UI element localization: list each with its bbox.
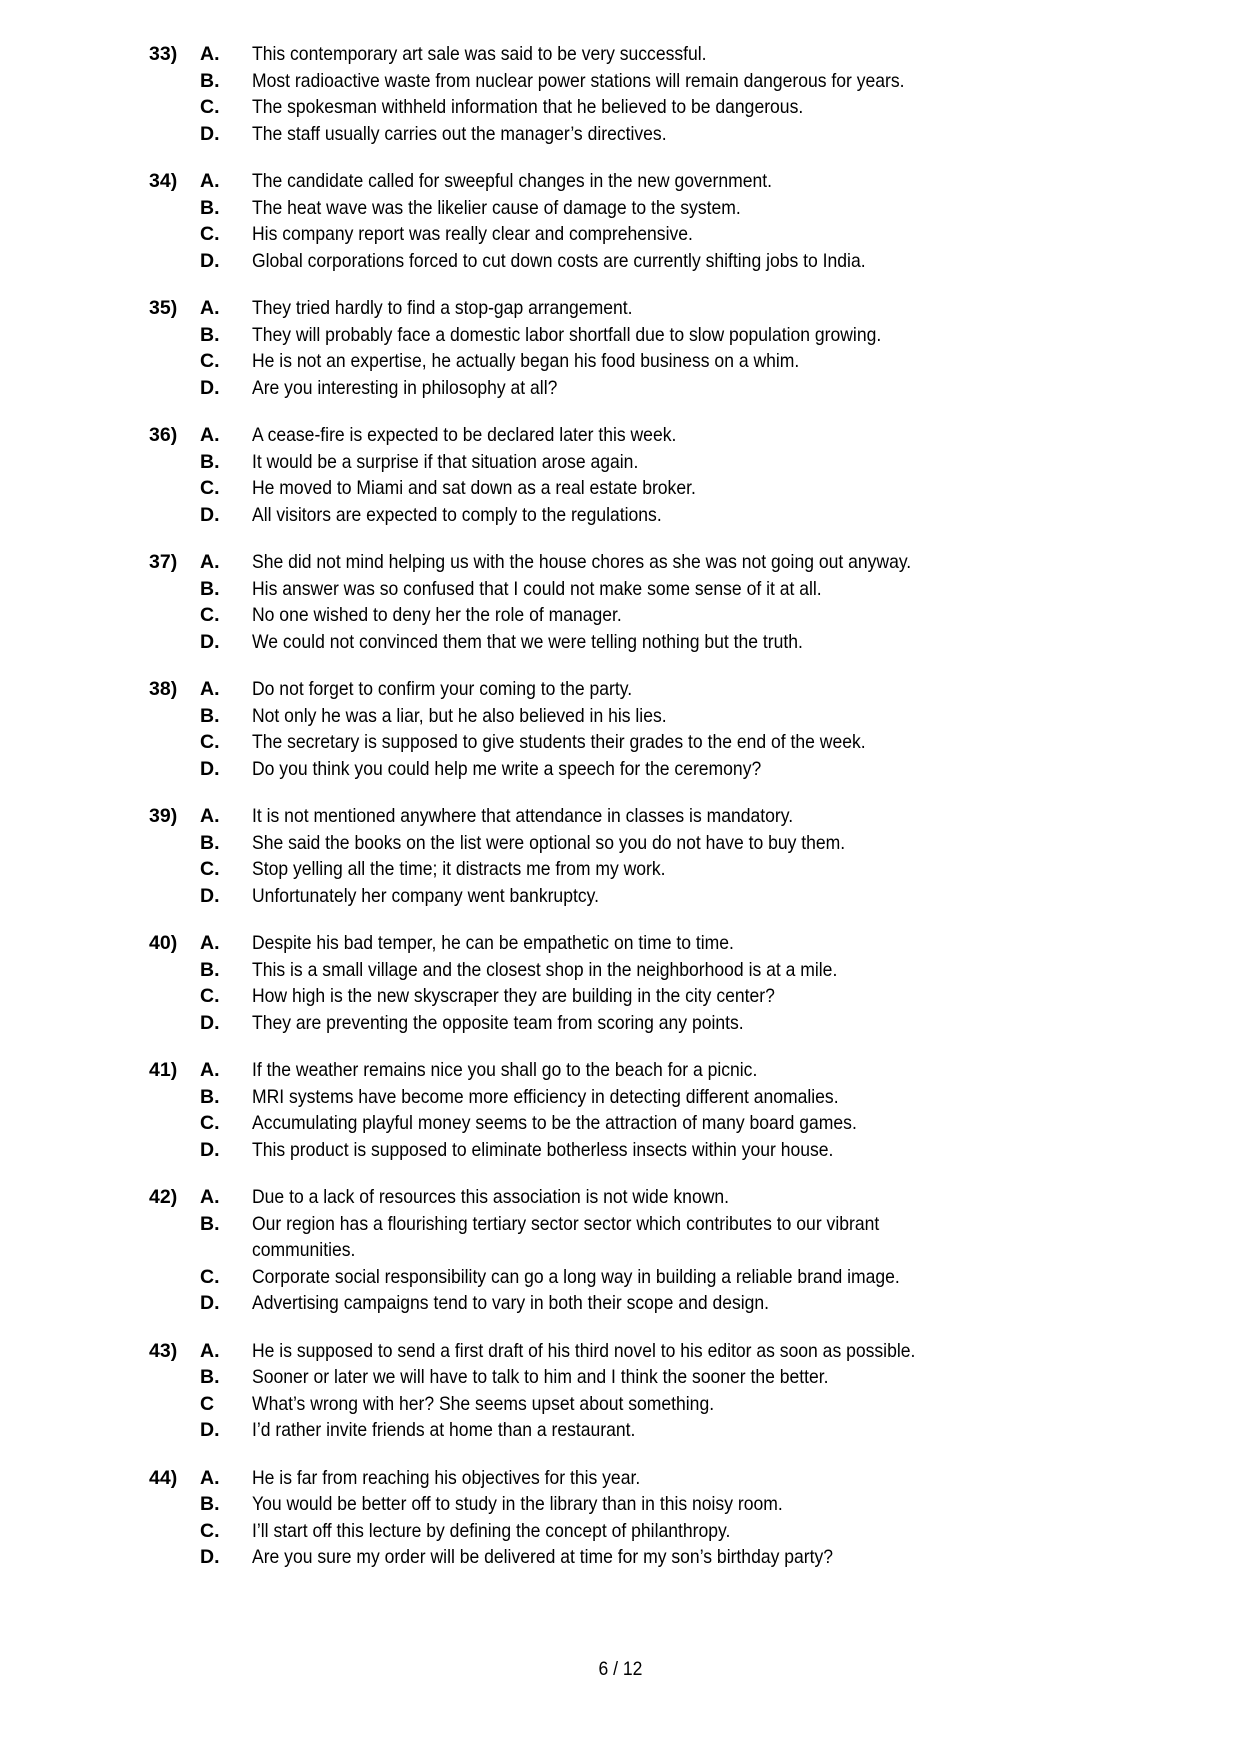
answer-option [0, 883, 1240, 910]
answer-option [0, 756, 1240, 783]
option-letter: C [200, 1392, 215, 1415]
answer-option [0, 1518, 1240, 1545]
question-block [0, 422, 1240, 528]
answer-option [0, 1364, 1240, 1391]
option-text: This is a small village and the closest shop in the neighborhood is at a mile. [252, 958, 838, 981]
answer-option [0, 1544, 1240, 1571]
option-letter: A. [200, 932, 220, 954]
page-number-text: 6 / 12 [598, 1658, 642, 1680]
answer-option [0, 930, 1240, 957]
option-text: She said the books on the list were optional so you do not have to buy them. [252, 831, 846, 854]
option-text: Sooner or later we will have to talk to him and I think the sooner the better. [252, 1366, 829, 1388]
question-block [0, 930, 1240, 1036]
question-block [0, 1465, 1240, 1571]
option-text: The secretary is supposed to give students their grades to the end of the week. [252, 731, 866, 753]
question-block [0, 549, 1240, 655]
answer-option [0, 1264, 1240, 1291]
option-letter: C. [200, 858, 220, 880]
option-text: The spokesman withheld information that he believed to be dangerous. [252, 96, 804, 118]
option-letter: B. [200, 704, 220, 727]
option-letter: C. [200, 604, 220, 626]
option-text: She did not mind helping us with the house chores as she was not going out anyway. [252, 551, 912, 573]
option-letter: D. [200, 1419, 220, 1441]
option-letter: D. [200, 884, 220, 907]
option-text: Corporate social responsibility can go a long way in building a reliable brand image. [252, 1265, 900, 1288]
answer-option [0, 221, 1240, 248]
option-text: Due to a lack of resources this association is not wide known. [252, 1186, 730, 1208]
answer-option [0, 1137, 1240, 1164]
option-letter: C. [200, 1265, 220, 1288]
question-block [0, 1184, 1240, 1317]
option-letter: A. [200, 297, 220, 319]
option-text: It is not mentioned anywhere that attendance in classes is mandatory. [252, 805, 794, 827]
option-letter: A. [200, 1339, 220, 1362]
option-text: No one wished to deny her the role of manager. [252, 604, 622, 626]
answer-option [0, 94, 1240, 121]
answer-option [0, 1057, 1240, 1084]
option-text: Do you think you could help me write a speech for the ceremony? [252, 757, 762, 780]
question-block [0, 41, 1240, 147]
option-text: He is supposed to send a first draft of his third novel to his editor as soon as possible. [252, 1339, 916, 1362]
answer-option [0, 1417, 1240, 1444]
question-number: 40) [149, 932, 178, 954]
option-text: If the weather remains nice you shall go to the beach for a picnic. [252, 1059, 758, 1081]
option-letter: B. [200, 1085, 220, 1108]
answer-option [0, 1010, 1240, 1037]
answer-option [0, 629, 1240, 656]
answer-option [0, 375, 1240, 402]
answer-option [0, 322, 1240, 349]
question-list [0, 41, 1240, 1592]
answer-option [0, 1110, 1240, 1137]
answer-option [0, 830, 1240, 857]
option-letter: A. [200, 43, 220, 65]
answer-option [0, 576, 1240, 603]
option-letter: D. [200, 757, 220, 780]
option-letter: C. [200, 1519, 220, 1542]
option-letter: C. [200, 985, 220, 1007]
answer-option [0, 1184, 1240, 1211]
option-text: They are preventing the opposite team from scoring any points. [252, 1011, 744, 1034]
answer-option [0, 1290, 1240, 1317]
option-letter: D. [200, 376, 220, 399]
question-number: 36) [149, 424, 178, 446]
option-letter: A. [200, 805, 220, 827]
option-letter: A. [200, 1059, 220, 1081]
option-letter: C. [200, 223, 220, 245]
option-text: Advertising campaigns tend to vary in both their scope and design. [252, 1292, 770, 1314]
option-text: This contemporary art sale was said to be very successful. [252, 43, 707, 65]
question-number: 44) [149, 1466, 178, 1489]
answer-option [0, 856, 1240, 883]
answer-option [0, 295, 1240, 322]
answer-option [0, 549, 1240, 576]
option-text: They will probably face a domestic labor shortfall due to slow population growing. [252, 323, 882, 346]
option-letter: D. [200, 1138, 220, 1161]
option-letter: D. [200, 1011, 220, 1034]
option-text: Stop yelling all the time; it distracts me from my work. [252, 858, 666, 880]
option-text: It would be a surprise if that situation arose again. [252, 450, 639, 473]
option-text: Unfortunately her company went bankruptcy. [252, 884, 599, 907]
option-letter: A. [200, 170, 220, 192]
option-text: Are you interesting in philosophy at all? [252, 376, 558, 399]
option-letter: A. [200, 551, 220, 573]
option-text: You would be better off to study in the library than in this noisy room. [252, 1493, 783, 1515]
option-text: Global corporations forced to cut down costs are currently shifting jobs to India. [252, 249, 866, 272]
option-letter: A. [200, 424, 220, 446]
option-text: How high is the new skyscraper they are building in the city center? [252, 985, 775, 1007]
answer-option [0, 957, 1240, 984]
option-text: I’d rather invite friends at home than a restaurant. [252, 1419, 636, 1441]
answer-option [0, 602, 1240, 629]
question-number: 39) [149, 805, 178, 827]
option-text: His answer was so confused that I could not make some sense of it at all. [252, 577, 822, 600]
answer-option [0, 422, 1240, 449]
answer-option [0, 41, 1240, 68]
option-text: This product is supposed to eliminate botherless insects within your house. [252, 1138, 834, 1161]
option-letter: A. [200, 1466, 220, 1489]
answer-option [0, 1491, 1240, 1518]
option-letter: B. [200, 577, 220, 600]
answer-option [0, 703, 1240, 730]
answer-option [0, 983, 1240, 1010]
option-text: He is not an expertise, he actually began his food business on a whim. [252, 350, 800, 372]
question-block [0, 168, 1240, 274]
option-letter: D. [200, 1546, 220, 1568]
question-number: 33) [149, 43, 178, 65]
question-number: 34) [149, 170, 178, 192]
option-letter: B. [200, 831, 220, 854]
question-block [0, 295, 1240, 401]
answer-option [0, 168, 1240, 195]
option-text: Do not forget to confirm your coming to the party. [252, 678, 633, 700]
option-letter: D. [200, 1292, 220, 1314]
option-text: The candidate called for sweepful changes in the new government. [252, 170, 773, 192]
answer-option [0, 449, 1240, 476]
option-letter: D. [200, 122, 220, 145]
answer-option [0, 803, 1240, 830]
option-text: What’s wrong with her? She seems upset about something. [252, 1392, 715, 1415]
option-text: Despite his bad temper, he can be empathetic on time to time. [252, 932, 734, 954]
option-letter: C. [200, 350, 220, 372]
option-text: The staff usually carries out the manager’s directives. [252, 122, 667, 145]
option-text: His company report was really clear and comprehensive. [252, 223, 693, 245]
option-letter: B. [200, 69, 220, 92]
option-text: We could not convinced them that we were telling nothing but the truth. [252, 630, 803, 653]
option-letter: D. [200, 630, 220, 653]
option-text: MRI systems have become more efficiency in detecting different anomalies. [252, 1085, 839, 1108]
question-number: 41) [149, 1059, 178, 1081]
question-block [0, 803, 1240, 909]
answer-option [0, 1338, 1240, 1365]
option-text: Not only he was a liar, but he also believed in his lies. [252, 704, 667, 727]
answer-option [0, 729, 1240, 756]
question-number: 35) [149, 297, 178, 319]
question-number: 38) [149, 678, 178, 700]
answer-option [0, 1211, 1240, 1264]
option-letter: A. [200, 1186, 220, 1208]
option-letter: C. [200, 477, 220, 499]
option-letter: B. [200, 1493, 220, 1515]
page-number [0, 1658, 1240, 1681]
question-number: 43) [149, 1339, 178, 1362]
option-letter: C. [200, 731, 220, 753]
option-letter: B. [200, 1366, 220, 1388]
answer-option [0, 68, 1240, 95]
option-text: The heat wave was the likelier cause of damage to the system. [252, 196, 741, 219]
option-letter: B. [200, 958, 220, 981]
answer-option [0, 475, 1240, 502]
question-block [0, 1338, 1240, 1444]
option-letter: A. [200, 678, 220, 700]
option-letter: B. [200, 196, 220, 219]
answer-option [0, 1084, 1240, 1111]
question-number: 42) [149, 1186, 178, 1208]
answer-option [0, 248, 1240, 275]
option-text: He moved to Miami and sat down as a real estate broker. [252, 477, 696, 499]
answer-option [0, 121, 1240, 148]
option-text: I’ll start off this lecture by defining the concept of philanthropy. [252, 1519, 731, 1542]
option-text: Accumulating playful money seems to be the attraction of many board games. [252, 1112, 857, 1134]
question-number: 37) [149, 551, 178, 573]
option-text: Are you sure my order will be delivered at time for my son’s birthday party? [252, 1546, 834, 1568]
option-text: Most radioactive waste from nuclear power stations will remain dangerous for years. [252, 69, 905, 92]
option-letter: C. [200, 1112, 220, 1134]
option-letter: B. [200, 450, 220, 473]
option-text: All visitors are expected to comply to the regulations. [252, 503, 662, 526]
option-text: A cease-fire is expected to be declared later this week. [252, 424, 677, 446]
question-block [0, 1057, 1240, 1163]
option-text: He is far from reaching his objectives for this year. [252, 1466, 641, 1489]
answer-option [0, 676, 1240, 703]
option-letter: B. [200, 323, 220, 346]
option-text: Our region has a flourishing tertiary sector sector which contributes to our vibrant communities. [252, 1212, 880, 1261]
answer-option [0, 195, 1240, 222]
option-letter: D. [200, 249, 220, 272]
question-block [0, 676, 1240, 782]
answer-option [0, 348, 1240, 375]
answer-option [0, 1465, 1240, 1492]
option-letter: B. [200, 1212, 220, 1235]
option-letter: D. [200, 503, 220, 526]
option-letter: C. [200, 96, 220, 118]
answer-option [0, 1391, 1240, 1418]
option-text: They tried hardly to find a stop-gap arrangement. [252, 297, 633, 319]
answer-option [0, 502, 1240, 529]
